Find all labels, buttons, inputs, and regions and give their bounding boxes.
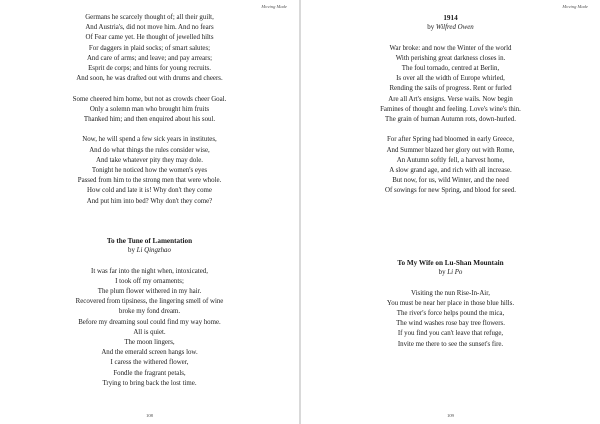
stanza-break [301,125,600,135]
poem-line: Fondle the fragrant petals, [113,369,186,377]
poem-line: For after Spring had bloomed in early Greece, [386,136,515,144]
running-head: Moving Made [562,4,588,9]
poem-line: Recovered from tipsiness, the lingering smell of wine [75,298,224,306]
poem-line: And take whatever pity they may dole. [96,156,203,164]
poem-author: Wilfred Owen [435,24,474,32]
poem-line: War broke: and now the Winter of the world [389,44,512,52]
poem-byline: by Li Po [438,269,463,277]
poem-title: 1914 [443,14,458,22]
poem-author: Li Qingzhao [136,247,171,255]
poem-lines [0,267,299,389]
poem-line: Are all Art's ensigns. Verse wails. Now begin [388,95,513,103]
stanza-break [0,125,299,135]
poem-line: It was far into the night when, intoxicated, [91,267,208,275]
poem-line: Of Fear came yet. He thought of jewelled hilts [85,34,214,42]
poem-line: If you find you can't leave that refuge, [397,330,504,338]
poem-title: To My Wife on Lu-Shan Mountain [397,259,504,267]
poem-byline: by Li Qingzhao [128,247,171,255]
poem-line: The wind washes rose bay tree flowers. [396,320,505,328]
poem-line: Esprit de corps; and hints for young recruits. [88,65,211,73]
poem-line: You must be near her place in those blue hills. [386,299,515,307]
poem-line: The foul tornado, centred at Berlin, [401,65,500,72]
poem-line: The river's force helps pound the mica, [396,310,505,317]
poem-line: Now, he will spend a few sick years in institutes, [82,136,217,144]
poem-line: And put him into bed? Why don't they come? [86,197,213,205]
poem-line: Trying to bring back the lost time. [102,379,197,387]
poem-lu-shan [301,258,600,350]
poem-lines [301,289,600,350]
running-head: Moving Made [261,4,287,9]
page-number: 109 [447,413,454,418]
poem-line: How cold and late it is! Why don't they come [87,187,212,195]
poem-line: Before my dreaming soul could find my way home. [78,318,221,326]
stanza-break [0,84,299,94]
poem-continuation [0,13,299,207]
poem-line: Famines of thought and feeling. Love's wine's thin. [380,105,521,113]
poem-line: And Summer blazed her glory out with Rome, [386,146,515,154]
poem-line: The grain of human Autumn rots, down-hurled. [385,116,516,124]
poem-1914 [301,13,600,197]
poem-line: I caress the withered flower, [110,359,189,367]
poem-line: Germans he scarcely thought of; all their guilt, [85,14,214,21]
poem-byline: by Wilfred Owen [427,24,474,32]
poem-line: For daggers in plaid socks; of smart salutes; [88,44,211,52]
poem-lamentation [0,236,299,389]
poem-line: Passed from him to the strong men that were whole. [77,177,222,185]
poem-line: The moon lingers, [124,339,175,347]
poem-line: But now, for us, wild Winter, and the need [392,177,509,185]
poem-line: Of sowings for new Spring, and blood for seed. [385,187,516,195]
poem-line: Is over all the width of Europe whirled, [396,75,505,83]
poem-line: The plum flower withered in my hair. [97,288,202,295]
poem-author: Li Po [447,269,463,277]
poem-line: All is quiet. [133,328,166,336]
poem-line: And Austria's, did not move him. And no fears [85,24,214,32]
poem-title: To the Tune of Lamentation [106,237,193,245]
poem-line: I took off my ornaments; [115,277,184,285]
poem-line: And care of arms; and leave; and pay arrears; [86,54,213,62]
poem-line: broke my fond dream. [118,308,181,316]
poem-line: And soon, he was drafted out with drums and cheers. [76,75,223,83]
poem-line: Tonight he noticed how the women's eyes [91,167,208,175]
page-number: 108 [146,413,153,418]
poem-lines [301,44,600,197]
poem-line: A slow grand age, and rich with all increase. [389,167,512,175]
poem-line: Visiting the nun Rise-In-Air, [411,289,490,297]
left-page [0,0,299,424]
poem-line: And do what things the rules consider wise, [89,146,210,154]
poem-line: Rending the sails of progress. Rent or furled [389,85,512,93]
right-page [301,0,600,424]
poem-line: Some cheered him home, but not as crowds cheer Goal. [72,95,227,103]
poem-line: With perishing great darkness closes in. [395,54,506,62]
poem-line: And the emerald screen hangs low. [101,349,198,357]
poem-lines [0,13,299,207]
poem-line: An Autumn softly fell, a harvest home, [396,156,505,164]
poem-line: Only a solemn man who brought him fruits [89,105,210,113]
poem-line: Thanked him; and then enquired about his soul. [83,116,216,124]
poem-line: Invite me there to see the sunset's fire. [397,340,504,348]
